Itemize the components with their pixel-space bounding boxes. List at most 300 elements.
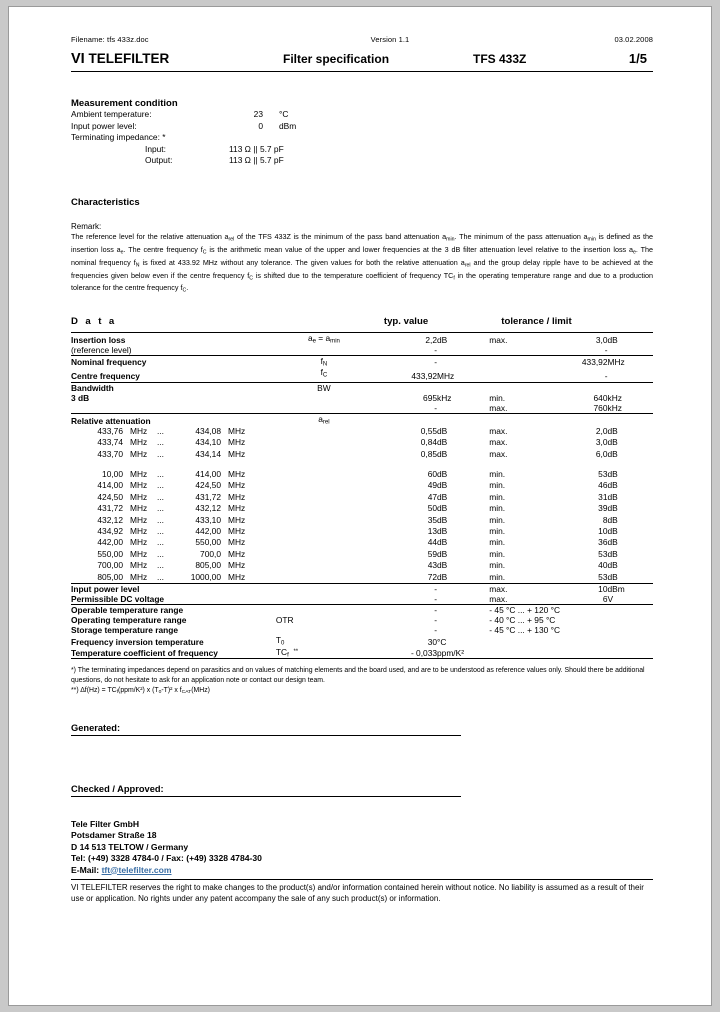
bandwidth-limit-unit [608,383,654,394]
table-row-bandwidth-max [71,403,653,414]
freq-end: 433,10 [195,514,221,525]
frequency-range [71,437,378,448]
footnote-two [71,686,653,698]
freq-start-unit: MHz [130,537,148,548]
row-typ-unit: dB [437,548,448,559]
table-row-storage-temperature [71,625,653,635]
temperature-coefficient-typ: - 0,033 [410,648,438,659]
bandwidth-3db-typ-unit: kHz [437,393,452,404]
freq-start: 434,92 [97,526,123,536]
freq-start: 805,00 [97,571,123,582]
freq-start: 414,00 [97,480,123,491]
impedance-output-label: Output: [145,155,173,166]
freq-end: 805,00 [195,560,221,571]
freq-dots: ... [157,480,164,491]
temperature-coefficient-symbol: $TC_f$ ** [275,646,299,659]
frequency-range [71,537,378,548]
row-limit-value: 40 [598,560,608,571]
email-label: E-Mail: [71,864,100,875]
insertion-loss-sublabel: (reference level) [71,344,132,355]
insertion-loss-typ: 2,2 [378,333,437,345]
table-row-operable-temperature [71,605,653,616]
generated-signature-block[interactable] [71,723,653,736]
row-limit-kind: max. [489,448,508,459]
table-row-temperature-coefficient [71,647,653,659]
operating-temperature-symbol: OTR [275,615,294,626]
freq-end: 431,72 [195,491,221,502]
table-row [71,492,653,503]
insertion-loss-typ-unit: dB [437,333,489,345]
operable-temperature-label: Operable temperature range [71,605,270,616]
insertion-loss-limit2-kind [489,345,559,356]
measurement-condition-section [71,98,653,167]
freq-dots: ... [157,425,164,436]
row-limit-kind: min. [489,560,506,571]
freq-end: 700,0 [200,548,221,559]
freq-end: 1000,00 [190,571,221,582]
footnote-two-mid: (ppm/K²) x (T [118,687,159,695]
footnote-two-sub3: CAT [181,690,192,696]
table-row-bandwidth-3db [71,393,653,403]
input-power-level-row [71,121,653,133]
row-limit-kind: max. [489,425,508,436]
characteristics-title: Characteristics [71,196,140,208]
centre-frequency-typ: 433,92 [411,370,438,381]
table-row [71,537,653,548]
row-limit-unit: dB [607,514,618,525]
dc-voltage-typ: - [434,594,438,605]
freq-end: 414,00 [195,468,221,479]
table-row-relative-attenuation [71,414,653,426]
table-row-centre-frequency [71,367,653,382]
row-typ-unit: dB [437,514,448,525]
table-row-bandwidth [71,383,653,394]
bandwidth-typ-unit [437,383,489,394]
freq-end-unit: MHz [228,425,246,436]
specification-table [71,316,653,659]
table-row-insertion-loss [71,333,653,345]
table-row [71,437,653,448]
relative-attenuation-typ-unit [437,414,489,426]
measurement-condition-title: Measurement condition [71,98,178,109]
bandwidth-label: Bandwidth [71,383,270,394]
freq-end: 550,00 [195,537,221,548]
bandwidth-3db-limit-kind: min. [489,393,506,404]
footnote-one: *) The terminating impedances depend on parasitics and on values of matching elements and the board used, and are to be understood as reference values only. Should there be additional questions, do not hesitate to ask for an application note or contact our design team. [71,667,645,685]
freq-start-unit: MHz [130,560,148,571]
bandwidth-max-label [71,403,270,414]
centre-frequency-symbol: $f_C$ [320,367,328,379]
row-typ: 0,55 [420,425,438,436]
header-divider [71,71,653,72]
centre-frequency-limit-kind [489,367,559,382]
row-limit-kind: min. [489,514,506,525]
freq-start: 433,74 [97,437,123,448]
table-row [71,526,653,537]
terminating-impedance-row [71,132,653,144]
row-limit-unit: dB [607,491,618,502]
freq-dots: ... [157,437,164,448]
row-limit-value: 53 [598,571,608,582]
row-limit-value: 53 [598,548,608,559]
centre-frequency-limit-value: - [604,370,608,381]
row-limit-unit: dB [607,503,618,514]
footnote-two-sub1: f [116,690,119,696]
input-power-level-unit: dBm [279,120,297,131]
dc-voltage-limit-unit: V [607,594,614,605]
bandwidth-3db-limit-value: 640 [593,393,608,404]
frequency-range [71,469,378,480]
impedance-input-label: Input: [145,143,166,154]
row-typ: 0,85 [420,448,438,459]
row-limit-kind: min. [489,571,506,582]
relative-attenuation-limit-value [560,414,608,426]
operating-temperature-typ-unit [437,615,489,625]
operable-temperature-typ: - [378,605,437,616]
insertion-loss-typ2: - [434,344,438,355]
frequency-range [71,449,378,460]
impedance-output-row [71,155,653,167]
row-limit-unit: dB [607,425,618,436]
nominal-frequency-typ-unit [437,355,489,367]
logo-vi-text: VI [71,51,85,67]
row-limit-value: 2,0 [595,425,608,436]
freq-end: 434,08 [195,425,221,436]
freq-end-unit: MHz [228,491,246,502]
nominal-frequency-limit-unit: MHz [608,355,654,367]
row-typ-unit: dB [437,560,448,571]
frequency-range [71,492,378,503]
freq-start: 432,12 [97,514,123,525]
company-address-block [71,819,653,876]
table-row-insertion-loss-sub [71,345,653,356]
row-typ: 0,84 [420,437,438,448]
freq-start-unit: MHz [130,425,148,436]
input-power-level-row-limit-value: 10 [560,584,608,595]
freq-start-unit: MHz [130,571,148,582]
email-link[interactable]: tft@telefilter.com [101,864,172,875]
insertion-loss-limit-value: 3,0 [560,333,608,345]
row-typ-unit: dB [437,425,448,436]
temperature-coefficient-typ-unit: ppm/K² [437,648,465,659]
bandwidth-limit-kind [489,383,559,394]
relative-attenuation-label: Relative attenuation [71,414,270,426]
relative-attenuation-limit-kind [489,414,559,426]
table-row [71,572,653,584]
freq-start-unit: MHz [130,514,148,525]
table-row [71,449,653,460]
frequency-range [71,526,378,537]
freq-dots: ... [157,537,164,548]
insertion-loss-limit-kind: max. [489,333,559,345]
insertion-loss-limit2-value: - [604,344,608,355]
row-typ: 50 [427,503,438,514]
row-limit-value: 10 [598,526,608,536]
footnote-two-mid2: -T)² x f [161,687,182,695]
nominal-frequency-limit-kind [489,355,559,367]
ambient-temperature-unit: °C [279,109,289,119]
bandwidth-3db-label: 3 dB [71,393,90,404]
row-typ: 60 [427,468,438,479]
operable-temperature-limit: - 45 °C ... + 120 °C [489,605,653,616]
input-power-level-row-typ-unit [437,584,489,595]
freq-end-unit: MHz [228,514,246,525]
inversion-temperature-symbol: $T_0$ [275,635,285,647]
insertion-loss-sub-symbol [270,345,378,356]
centre-frequency-typ-unit: MHz [437,370,455,381]
bandwidth-max-symbol [270,403,378,414]
table-row-operating-temperature [71,615,653,625]
freq-dots: ... [157,560,164,571]
inversion-temperature-typ-unit: °C [437,636,447,647]
insertion-loss-limit-unit: dB [608,333,654,345]
row-limit-value: 8 [602,514,608,525]
freq-end-unit: MHz [228,571,246,582]
operable-temperature-typ-unit [437,605,489,616]
bandwidth-max-limit-unit: kHz [607,403,622,414]
freq-end: 424,50 [195,480,221,491]
dc-voltage-limit-value: 6 [602,594,608,605]
frequency-range [71,549,378,560]
freq-end-unit: MHz [228,548,246,559]
freq-dots: ... [157,503,164,514]
freq-start-unit: MHz [130,503,148,514]
freq-dots: ... [157,571,164,582]
operating-temperature-label: Operating temperature range [71,615,187,626]
company-name: Tele Filter GmbH [71,818,140,829]
freq-end-unit: MHz [228,468,246,479]
row-limit-unit: dB [607,560,618,571]
company-email-row [71,865,653,876]
page-number: 1/5 [628,51,647,66]
characteristics-section [71,197,653,296]
company-phone: Tel: (+49) 3328 4784-0 / Fax: (+49) 3328 4784-30 [71,853,262,864]
row-limit-kind: min. [489,468,506,479]
freq-dots: ... [157,514,164,525]
table-row [71,503,653,514]
table-row [71,515,653,526]
inversion-temperature-limit [489,635,653,647]
company-city: D 14 513 TELTOW / Germany [71,841,189,852]
frequency-range [71,503,378,514]
row-typ: 59 [427,548,438,559]
table-bottom-border [71,659,653,660]
checked-signature-block[interactable] [71,784,653,797]
row-typ-unit: dB [437,480,448,491]
insertion-loss-limit2-unit [608,345,654,356]
freq-end: 434,14 [195,448,221,459]
freq-end-unit: MHz [228,480,246,491]
row-limit-unit: dB [607,448,618,459]
row-limit-value: 36 [598,537,608,548]
freq-start-unit: MHz [130,448,148,459]
dc-voltage-symbol [270,594,378,605]
header-tolerance: tolerance / limit [501,316,572,328]
insertion-loss-symbol: $a_e = a_{min}$ [270,333,378,345]
freq-dots: ... [157,448,164,459]
document-title-row [71,51,653,67]
bandwidth-3db-limit-unit: kHz [607,393,622,404]
row-limit-value: 53 [598,468,608,479]
date-text: 03.02.2008 [614,35,653,44]
header-typ-value: typ. value [383,316,429,328]
freq-dots: ... [157,468,164,479]
header-symbol [270,316,378,333]
remark-label: Remark: [71,221,102,231]
input-power-level-row-typ: - [378,584,437,595]
row-limit-kind: min. [489,503,506,514]
row-limit-kind: min. [489,537,506,548]
footnote-two-prefix: **) Δf(Hz) = TC [71,687,117,695]
ambient-temperature-label: Ambient temperature: [71,109,152,119]
nominal-frequency-typ: - [378,355,437,367]
freq-start-unit: MHz [130,468,148,479]
freq-start-unit: MHz [130,437,148,448]
input-power-level-row-label: Input power level [71,584,270,595]
table-row [71,549,653,560]
freq-end-unit: MHz [228,526,246,536]
insertion-loss-label: Insertion loss [71,333,270,345]
table-row-dc-voltage [71,594,653,605]
storage-temperature-label: Storage temperature range [71,625,179,636]
table-spacer [71,460,653,469]
freq-end-unit: MHz [228,560,246,571]
row-limit-kind: max. [489,437,508,448]
freq-dots: ... [157,548,164,559]
row-limit-unit: dB [607,571,618,582]
table-row [71,480,653,491]
logo-name-text: TELEFILTER [88,51,170,66]
row-typ: 44 [427,537,438,548]
temperature-coefficient-label: Temperature coefficient of frequency [71,648,218,659]
ambient-temperature-value: 23 [253,109,263,119]
filename-text: Filename: tfs 433z.doc [71,35,149,44]
freq-end-unit: MHz [228,537,246,548]
centre-frequency-limit-unit [608,367,654,382]
bandwidth-3db-typ: 695 [423,393,438,404]
bandwidth-typ [378,383,437,394]
freq-start: 442,00 [97,537,123,548]
input-power-level-row-symbol [270,584,378,595]
freq-start-unit: MHz [130,480,148,491]
ambient-temperature-row [71,109,653,121]
row-typ-unit: dB [437,503,448,514]
bandwidth-max-typ-unit [437,403,489,414]
input-power-level-row-limit-kind: max. [489,584,559,595]
relative-attenuation-typ [378,414,437,426]
document-header-meta [71,35,653,44]
table-row-inversion-temperature [71,635,653,647]
row-limit-unit: dB [607,437,618,448]
centre-frequency-label: Centre frequency [71,370,140,381]
frequency-range [71,480,378,491]
impedance-input-row [71,144,653,156]
freq-start-unit: MHz [130,491,148,502]
row-limit-unit: dB [607,548,618,559]
legal-disclaimer: VI TELEFILTER reserves the right to make changes to the product(s) and/or information contained herein without notice. No liability is assumed as a result of their use or application. No rights under any patent accompany the sale of any such product(s) or information. [71,879,653,905]
freq-end: 432,12 [195,503,221,514]
table-row-nominal-frequency [71,355,653,367]
table-row [71,469,653,480]
frequency-range [71,560,378,571]
row-limit-kind: min. [489,548,506,559]
operating-temperature-typ: - [434,615,438,626]
freq-start-unit: MHz [130,526,148,536]
header-data: D a t a [71,316,117,328]
table-row [71,426,653,437]
frequency-range [71,426,378,437]
inversion-temperature-typ: 30 [427,636,438,647]
row-typ-unit: dB [437,537,448,548]
row-typ: 35 [427,514,438,525]
row-limit-unit: dB [607,537,618,548]
document-page [8,6,712,1006]
bandwidth-max-limit-value: 760 [593,403,608,414]
nominal-frequency-symbol: $f_N$ [270,355,378,367]
row-limit-unit: dB [607,480,618,491]
table-header-row [71,316,653,333]
row-limit-kind: min. [489,491,506,502]
row-typ: 43 [427,560,438,571]
freq-end-unit: MHz [228,448,246,459]
checked-approved-label: Checked / Approved: [71,784,461,797]
freq-start: 700,00 [97,560,123,571]
row-limit-kind: min. [489,480,506,491]
storage-temperature-symbol [270,625,378,635]
relative-attenuation-limit-unit [608,414,654,426]
bandwidth-symbol: BW [270,383,378,394]
operating-temperature-limit: - 40 °C ... + 95 °C [489,615,556,626]
row-typ: 72 [427,571,438,582]
input-power-level-label: Input power level: [71,120,137,131]
frequency-range [71,515,378,526]
row-limit-value: 3,0 [595,437,608,448]
row-typ: 47 [427,491,438,502]
operable-temperature-symbol [270,605,378,616]
freq-start: 431,72 [97,503,123,514]
nominal-frequency-limit-value: 433,92 [560,355,608,367]
row-limit-unit: dB [607,526,618,536]
freq-start: 433,70 [97,448,123,459]
freq-start: 424,50 [97,491,123,502]
part-number: TFS 433Z [473,52,527,66]
insertion-loss-typ2-unit [437,345,489,356]
table-row-input-power-level [71,584,653,595]
version-text: Version 1.1 [370,35,410,44]
footnote-two-end: (MHz) [191,687,210,695]
row-typ-unit: dB [437,491,448,502]
row-typ: 13 [427,526,438,536]
freq-start: 433,76 [97,425,123,436]
relative-attenuation-symbol: $a_{rel}$ [270,414,378,426]
company-logo [71,51,283,67]
inversion-temperature-label: Frequency inversion temperature [71,636,204,647]
page-title: Filter specification [283,52,390,66]
row-limit-kind: min. [489,526,506,536]
freq-dots: ... [157,526,164,536]
bandwidth-3db-symbol [270,393,378,403]
dc-voltage-typ-unit [437,594,489,605]
input-power-level-row-limit-unit: dBm [608,584,654,595]
storage-temperature-limit: - 45 °C ... + 130 °C [489,625,561,636]
frequency-range [71,572,378,584]
temperature-coefficient-limit [489,647,653,659]
row-typ-unit: dB [437,437,448,448]
row-limit-value: 46 [598,480,608,491]
row-limit-value: 31 [598,491,608,502]
row-typ-unit: dB [437,448,448,459]
row-limit-value: 6,0 [595,448,608,459]
